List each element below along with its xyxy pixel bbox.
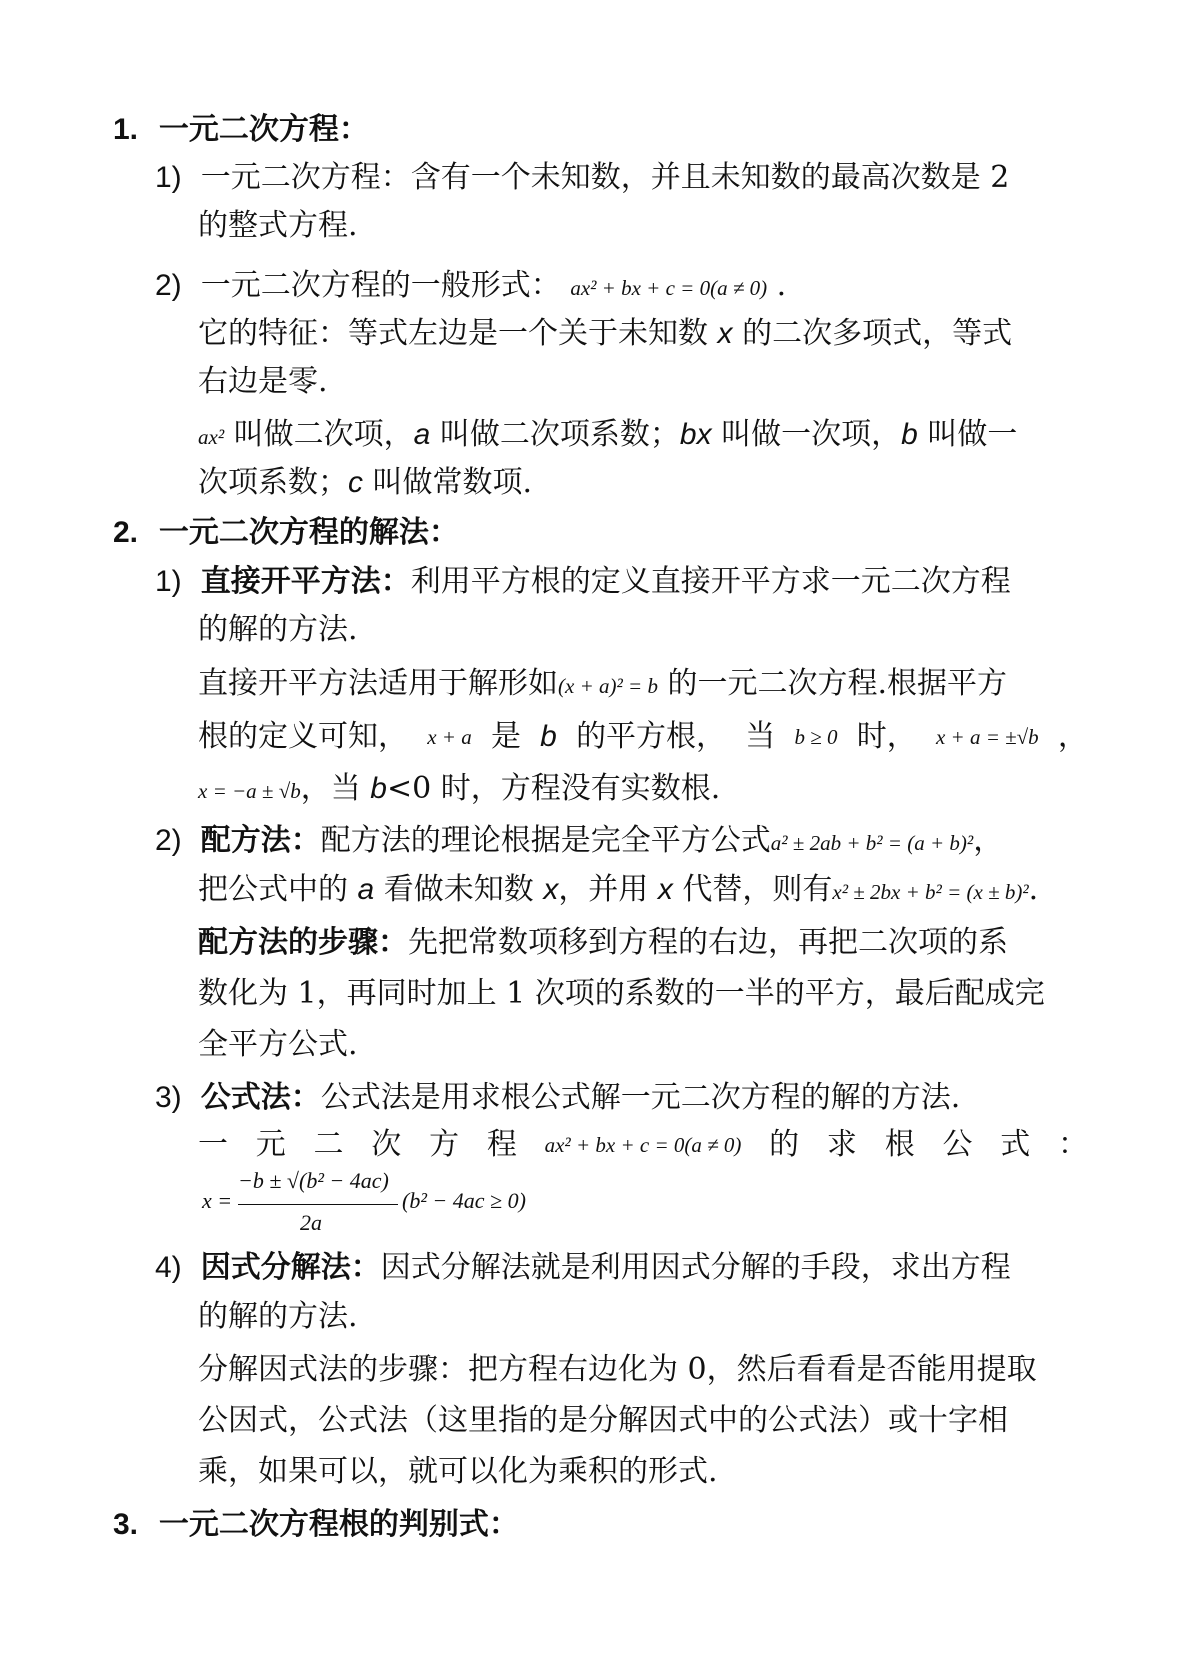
section-2-number: 2. — [113, 516, 139, 549]
p2-formula-root: x + a = ±√b — [935, 725, 1039, 749]
term-b: b — [901, 418, 918, 451]
item-1-2-label: 一元二次方程的一般形式： — [200, 268, 561, 303]
terms-text-1: 叫做二次项， — [233, 417, 414, 452]
method-2-l2-text-b: 看做未知数 — [374, 872, 544, 907]
quadratic-formula-lhs: x = — [202, 1188, 233, 1213]
m3-char: 元 — [255, 1127, 286, 1162]
section-2-heading — [113, 513, 459, 553]
terms-line-1 — [198, 415, 1017, 457]
method-2-var-a: a — [357, 873, 375, 906]
feature-var-x: x — [717, 317, 733, 350]
m3-char: 方 — [429, 1127, 460, 1162]
method-2-steps-text-1: 先把常数项移到方程的右边，再把二次项的系 — [408, 925, 1008, 960]
item-1-2-line-1 — [155, 266, 786, 308]
p2-word: 当 — [745, 719, 776, 754]
method-3-desc: 公式法是用求根公式解一元二次方程的解的方法. — [320, 1080, 961, 1115]
method-1-p3-text-b: <0 时，方程没有实数根. — [386, 771, 721, 806]
p2-word: 的平方根， — [576, 719, 727, 754]
quadratic-formula-condition: (b² − 4ac ≥ 0) — [402, 1188, 526, 1213]
method-2-l2-text-d: 代替，则有 — [672, 872, 833, 907]
terms-text-3: 叫做一次项， — [711, 417, 902, 452]
quadratic-formula-denominator: 2a — [300, 1210, 322, 1235]
m3-char: ： — [1057, 1127, 1088, 1162]
item-1-1-number: 1) — [155, 161, 182, 194]
m3-char: 式 — [1000, 1127, 1031, 1162]
method-3-line-1 — [155, 1078, 960, 1118]
m3-char: 二 — [313, 1127, 344, 1162]
section-1-title: 一元二次方程： — [158, 112, 369, 147]
m3-char: 根 — [884, 1127, 915, 1162]
method-4-para-line-3: 乘，如果可以，就可以化为乘积的形式. — [198, 1454, 718, 1489]
term-ax2: ax² — [198, 425, 225, 449]
method-2-l2-text-c: ，并用 — [558, 872, 658, 907]
section-1-heading — [113, 110, 369, 150]
term-a: a — [413, 418, 431, 451]
method-2-line-1 — [155, 821, 1003, 863]
method-2-l2-end: . — [1028, 872, 1039, 907]
term-c: c — [348, 466, 363, 499]
item-1-2-number: 2) — [155, 269, 182, 302]
method-4-para-line-1: 分解因式法的步骤：把方程右边化为 0，然后看看是否能用提取 — [198, 1352, 1037, 1387]
method-1-solution-formula: x = −a ± √b — [198, 779, 301, 803]
p2-word: 是 — [490, 719, 521, 754]
method-4-para-line-2: 公因式，公式法（这里指的是分解因式中的公式法）或十字相 — [198, 1403, 1008, 1438]
method-2-name: 配方法： — [200, 823, 321, 858]
p2-formula-b-nonneg: b ≥ 0 — [794, 725, 838, 749]
method-2-line-2 — [198, 870, 1038, 912]
m3-char: 求 — [826, 1127, 857, 1162]
terms-line-2 — [198, 463, 532, 503]
method-1-p3-var-b: b — [370, 772, 387, 805]
method-3-number: 3) — [155, 1081, 182, 1114]
method-2-desc-end: ， — [973, 823, 1004, 858]
m3-char: 公 — [942, 1127, 973, 1162]
method-1-line-2: 的解的方法. — [198, 612, 358, 647]
terms-text-2: 叫做二次项系数； — [430, 417, 680, 452]
m3-char: 程 — [486, 1127, 517, 1162]
method-1-para-line-3 — [198, 769, 720, 811]
p2-word: 时， — [856, 719, 917, 754]
method-2-var-x-2: x — [657, 873, 673, 906]
method-2-number: 2) — [155, 824, 182, 857]
general-form-formula: ax² + bx + c = 0(a ≠ 0) — [570, 276, 768, 300]
section-3-number: 3. — [113, 1508, 139, 1541]
method-2-desc: 配方法的理论根据是完全平方公式 — [320, 823, 771, 858]
feature-text-b: 的二次多项式，等式 — [732, 316, 1013, 351]
method-1-line-1 — [155, 562, 1011, 602]
section-3-heading — [113, 1505, 519, 1545]
p2-word: ， — [1057, 719, 1088, 754]
method-4-line-1 — [155, 1248, 1011, 1288]
section-2-title: 一元二次方程的解法： — [158, 515, 459, 550]
method-2-steps-line-2: 数化为 1，再同时加上 1 次项的系数的一半的平方，最后配成完 — [198, 976, 1045, 1011]
method-1-number: 1) — [155, 565, 182, 598]
section-1-number: 1. — [113, 113, 139, 146]
quadratic-formula-numerator: −b ± √(b² − 4ac) — [238, 1168, 389, 1193]
method-4-desc: 因式分解法就是利用因式分解的手段，求出方程 — [380, 1250, 1011, 1285]
method-2-var-x: x — [543, 873, 559, 906]
m3-char: 一 — [198, 1127, 228, 1162]
method-2-steps-line-1 — [198, 923, 1008, 963]
method-4-number: 4) — [155, 1251, 182, 1284]
terms-text-4: 叫做一 — [917, 417, 1018, 452]
method-1-para-line-1 — [198, 664, 1007, 706]
p2-formula-x-plus-a: x + a — [427, 725, 472, 749]
general-form-end: . — [776, 268, 787, 303]
feature-line-2: 右边是零. — [198, 364, 328, 399]
method-3-name: 公式法： — [200, 1080, 321, 1115]
method-3-line-2 — [198, 1125, 1088, 1165]
fraction-bar — [238, 1204, 398, 1205]
method-2-steps-label: 配方法的步骤： — [198, 925, 408, 960]
term-bx: bx — [679, 418, 712, 451]
method-2-square-formula: x² ± 2bx + b² = (x ± b)² — [832, 880, 1029, 904]
method-4-line-2: 的解的方法. — [198, 1299, 358, 1334]
method-1-form-formula: (x + a)² = b — [558, 674, 658, 698]
method-1-para-text-a: 直接开平方法适用于解形如 — [198, 666, 558, 701]
item-1-1-line-2: 的整式方程. — [198, 208, 358, 243]
p2-word: 根的定义可知， — [198, 719, 408, 754]
quadratic-formula — [202, 1168, 532, 1244]
perfect-square-formula: a² ± 2ab + b² = (a + b)² — [770, 831, 974, 855]
terms-text-5: 次项系数； — [198, 465, 348, 500]
method-1-p3-text-a: ，当 — [300, 771, 371, 806]
m3-general-formula: ax² + bx + c = 0(a ≠ 0) — [544, 1133, 742, 1157]
feature-line-1 — [198, 314, 1012, 354]
m3-char: 次 — [371, 1127, 402, 1162]
section-3-title: 一元二次方程根的判别式： — [158, 1507, 519, 1542]
terms-text-6: 叫做常数项. — [363, 465, 533, 500]
feature-text-a: 它的特征：等式左边是一个关于未知数 — [198, 316, 718, 351]
method-1-desc: 利用平方根的定义直接开平方求一元二次方程 — [410, 564, 1011, 599]
method-1-para-text-b: 的一元二次方程.根据平方 — [667, 666, 1008, 701]
m3-char: 的 — [769, 1127, 800, 1162]
method-1-para-line-2 — [198, 717, 1088, 757]
method-2-steps-line-3: 全平方公式. — [198, 1027, 358, 1062]
item-1-1-line-1 — [155, 158, 1009, 198]
method-4-name: 因式分解法： — [200, 1250, 381, 1285]
method-1-name: 直接开平方法： — [200, 564, 411, 599]
method-2-l2-text-a: 把公式中的 — [198, 872, 358, 907]
p2-var-b: b — [540, 720, 557, 753]
item-1-1-text: 一元二次方程：含有一个未知数，并且未知数的最高次数是 2 — [200, 160, 1010, 195]
